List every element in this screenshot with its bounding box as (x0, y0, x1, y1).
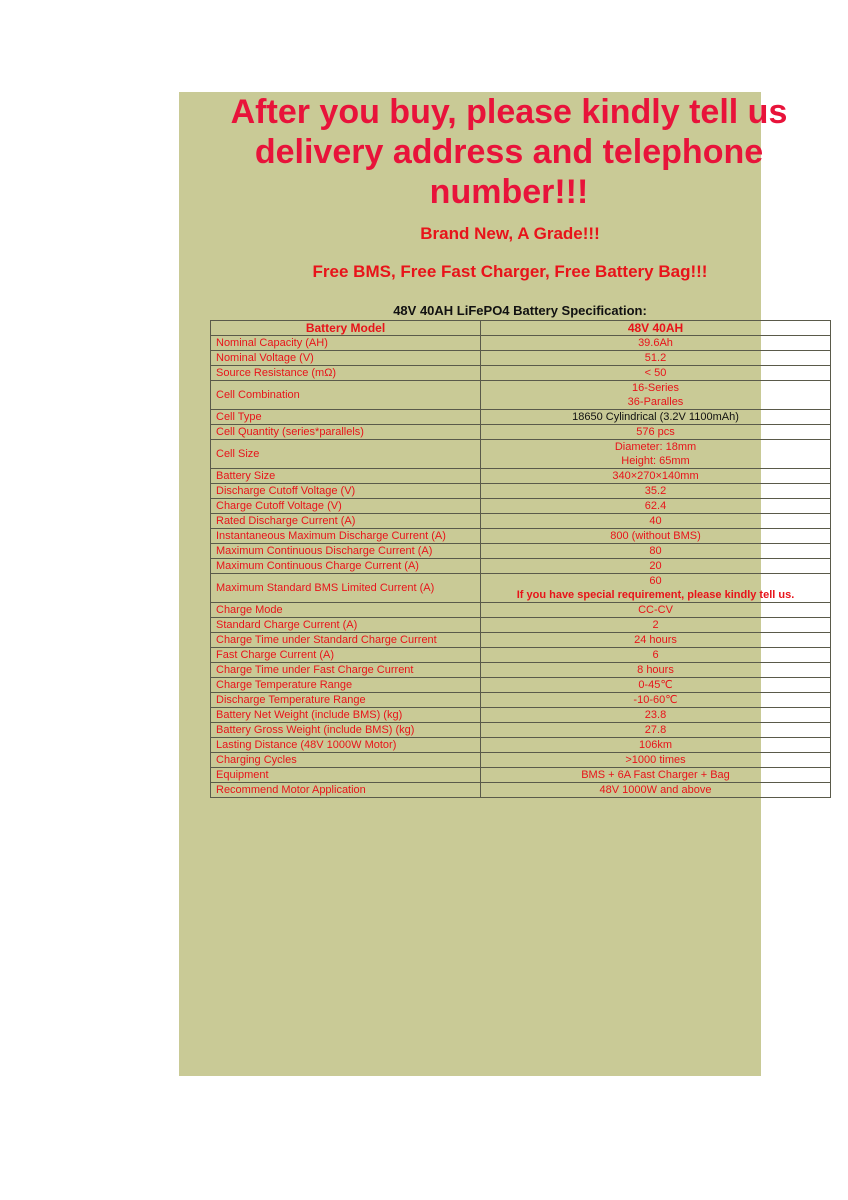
spec-value-line: 36-Paralles (627, 396, 684, 408)
spec-param: Charge Time under Fast Charge Current (211, 663, 481, 678)
spec-value: 106km (481, 738, 831, 753)
spec-value-line: Height: 65mm (621, 455, 690, 467)
spec-param: Recommend Motor Application (211, 783, 481, 798)
spec-value (481, 440, 831, 469)
spec-value-line: 60 (649, 575, 662, 587)
spec-param: Nominal Capacity (AH) (211, 336, 481, 351)
headline-line-2: delivery address and telephone (254, 133, 764, 171)
spec-value (481, 381, 831, 410)
spec-param: Cell Combination (211, 381, 481, 410)
spec-value: 20 (481, 559, 831, 574)
spec-param: Source Resistance (mΩ) (211, 366, 481, 381)
spec-param: Charge Temperature Range (211, 678, 481, 693)
spec-param: Charge Cutoff Voltage (V) (211, 499, 481, 514)
spec-value: CC-CV (481, 603, 831, 618)
spec-value: 24 hours (481, 633, 831, 648)
spec-param: Charge Time under Standard Charge Current (211, 633, 481, 648)
spec-param: Nominal Voltage (V) (211, 351, 481, 366)
headline (199, 92, 819, 212)
spec-value (481, 574, 831, 603)
spec-param: Discharge Temperature Range (211, 693, 481, 708)
spec-value: 27.8 (481, 723, 831, 738)
table-row (211, 618, 831, 633)
spec-value: 8 hours (481, 663, 831, 678)
spec-value: >1000 times (481, 753, 831, 768)
spec-param: Equipment (211, 768, 481, 783)
spec-value: 6 (481, 648, 831, 663)
promo-text: Free BMS, Free Fast Charger, Free Battery Bag!!! (312, 262, 708, 281)
spec-value: 18650 Cylindrical (3.2V 1100mAh) (481, 410, 831, 425)
table-row (211, 663, 831, 678)
spec-value: 51.2 (481, 351, 831, 366)
spec-param: Battery Net Weight (include BMS) (kg) (211, 708, 481, 723)
table-row (211, 738, 831, 753)
table-row (211, 484, 831, 499)
table-row (211, 708, 831, 723)
table-row (211, 366, 831, 381)
table-row (211, 768, 831, 783)
table-row (211, 410, 831, 425)
table-row (211, 514, 831, 529)
table-header-row (211, 321, 831, 336)
table-row (211, 425, 831, 440)
spec-value: 576 pcs (481, 425, 831, 440)
table-row (211, 499, 831, 514)
table-row (211, 783, 831, 798)
spec-value: 80 (481, 544, 831, 559)
table-row (211, 336, 831, 351)
listing-panel (179, 92, 795, 1076)
table-row (211, 351, 831, 366)
table-row (211, 529, 831, 544)
headline-line-1: After you buy, please kindly tell us (230, 93, 788, 131)
spec-param: Lasting Distance (48V 1000W Motor) (211, 738, 481, 753)
spec-param: Charging Cycles (211, 753, 481, 768)
table-row (211, 574, 831, 603)
spec-value: < 50 (481, 366, 831, 381)
spec-value: 0-45℃ (481, 678, 831, 693)
spec-param: Cell Size (211, 440, 481, 469)
table-row (211, 381, 831, 410)
table-row (211, 723, 831, 738)
spec-value: 40 (481, 514, 831, 529)
spec-param: Instantaneous Maximum Discharge Current (A) (211, 529, 481, 544)
spec-param: Fast Charge Current (A) (211, 648, 481, 663)
spec-value-line: Diameter: 18mm (614, 441, 697, 453)
spec-param: Discharge Cutoff Voltage (V) (211, 484, 481, 499)
header-value: 48V 40AH (481, 321, 831, 336)
spec-param: Battery Size (211, 469, 481, 484)
spec-table (210, 320, 831, 798)
spec-value: 23.8 (481, 708, 831, 723)
subheadline: Brand New, A Grade!!! (420, 224, 600, 243)
spec-param: Maximum Continuous Charge Current (A) (211, 559, 481, 574)
spec-title: 48V 40AH LiFePO4 Battery Specification: (393, 303, 647, 318)
header-param: Battery Model (211, 321, 481, 336)
table-row (211, 544, 831, 559)
spec-param: Charge Mode (211, 603, 481, 618)
spec-param: Cell Quantity (series*parallels) (211, 425, 481, 440)
spec-value-line: 16-Series (631, 382, 680, 394)
spec-param: Cell Type (211, 410, 481, 425)
table-row (211, 469, 831, 484)
spec-value: 62.4 (481, 499, 831, 514)
spec-note: If you have special requirement, please kindly tell us. (516, 589, 795, 601)
spec-value: 48V 1000W and above (481, 783, 831, 798)
spec-value: -10-60℃ (481, 693, 831, 708)
table-row (211, 559, 831, 574)
spec-param: Battery Gross Weight (include BMS) (kg) (211, 723, 481, 738)
spec-value: 2 (481, 618, 831, 633)
spec-value: 800 (without BMS) (481, 529, 831, 544)
spec-value: 340×270×140mm (481, 469, 831, 484)
spec-param: Maximum Continuous Discharge Current (A) (211, 544, 481, 559)
headline-line-3: number!!! (429, 173, 589, 211)
spec-param: Standard Charge Current (A) (211, 618, 481, 633)
table-row (211, 633, 831, 648)
spec-value: BMS + 6A Fast Charger + Bag (481, 768, 831, 783)
table-row (211, 678, 831, 693)
table-row (211, 693, 831, 708)
spec-param: Rated Discharge Current (A) (211, 514, 481, 529)
spec-value: 39.6Ah (481, 336, 831, 351)
table-row (211, 603, 831, 618)
table-row (211, 440, 831, 469)
table-row (211, 648, 831, 663)
table-row (211, 753, 831, 768)
spec-value: 35.2 (481, 484, 831, 499)
spec-param: Maximum Standard BMS Limited Current (A) (211, 574, 481, 603)
